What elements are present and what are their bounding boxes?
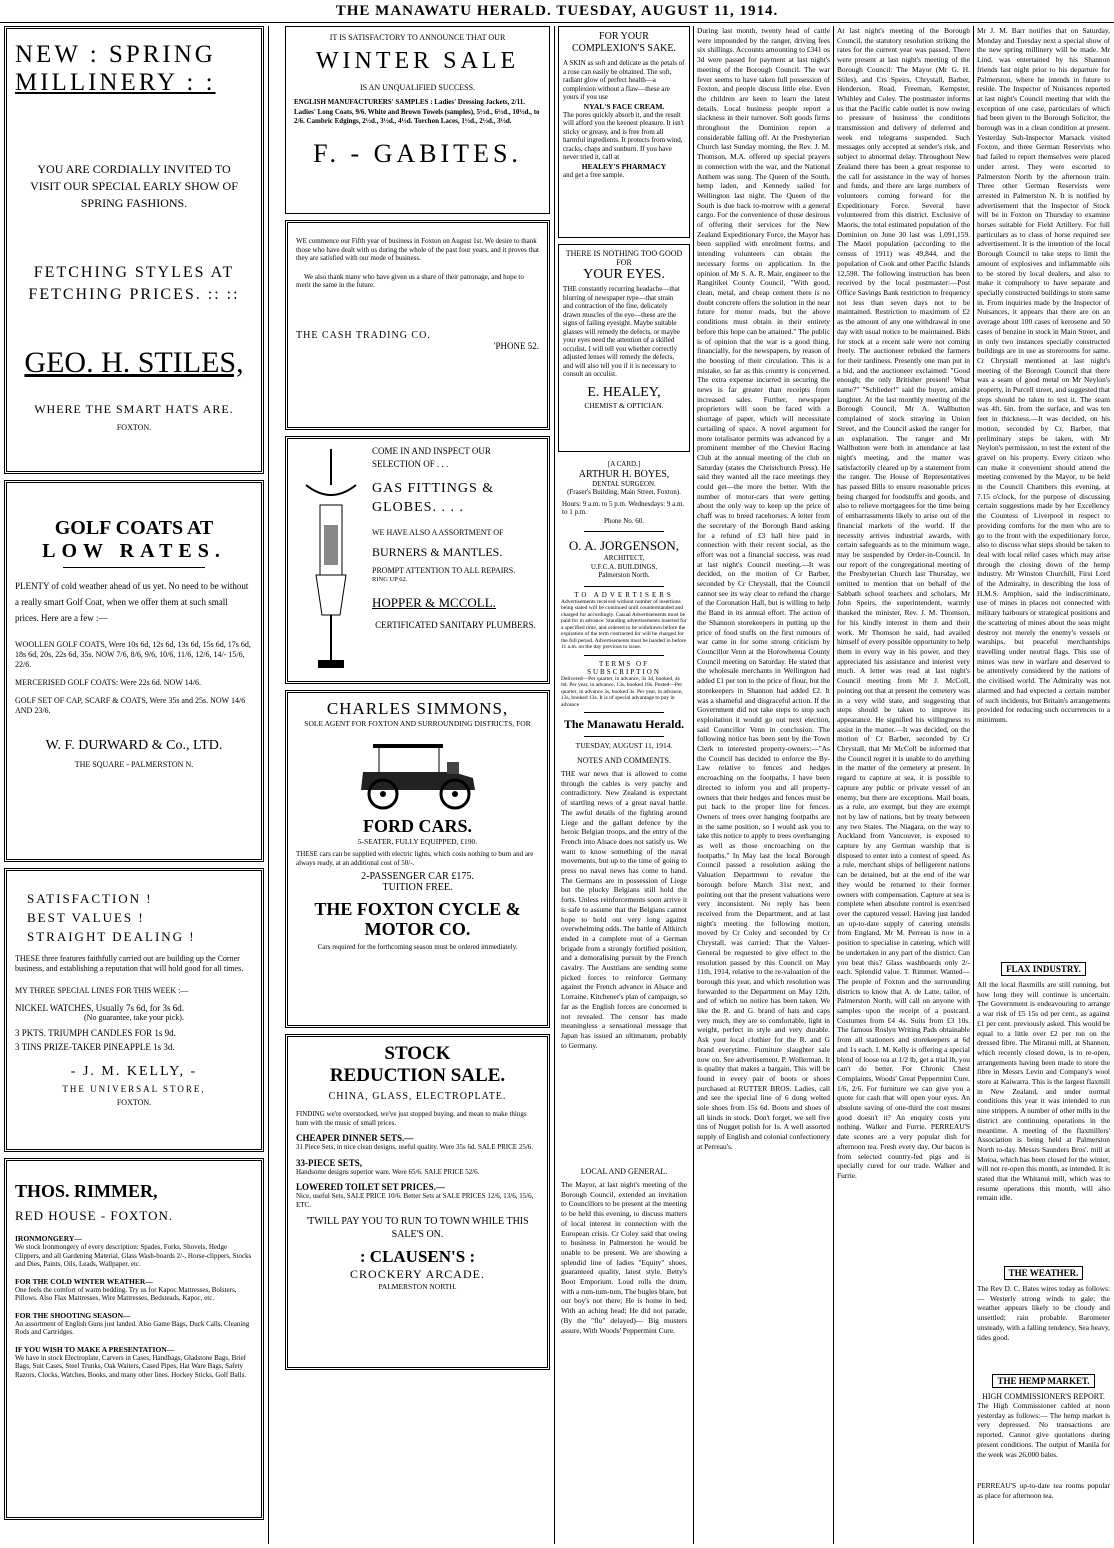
- ad-title: GOLF COATS AT: [54, 517, 214, 539]
- ad-name: W. F. DURWARD & Co., LTD.: [45, 738, 223, 753]
- divider: [584, 736, 663, 737]
- ad-text: CERTIFICATED SANITARY PLUMBERS.: [375, 620, 536, 630]
- ad-title: WINTER SALE: [315, 48, 520, 74]
- column-rule: [973, 26, 974, 1544]
- article-body: The Mayor, at last night's meeting of the Borough Council, extended an invitation to Councillors to be present at the meeting to be held this evening, to discuss matters of local interest in connection with the European crisis. Cr Coley said that owing to business in Palmerston he would be unable to be present. We are showing a splendid line of ladies "Equity" shoes, guaranteed quality, latest style. Betty's Boot Emporium. Loud rolls the drum, with a rum-tum-tum, The bugles blare, but our boy's not there; He is home in bed, With an aching head; He did not parade, (By the "flu" delayed)— Big musters assure, With Woods' Peppermint Cure.: [561, 1180, 687, 1335]
- ad-text: A SKIN as soft and delicate as the petals of a rose can easily be obtained. The soft, radiant glow of perfect health—a complexion without a flaw—these are yours if you use: [563, 59, 685, 101]
- car-illustration: [343, 732, 493, 812]
- ad-text: Nice, useful Sets, SALE PRICE 10/6. Better Sets at SALE PRICES 12/6, 13/6, 15/6, ETC.: [296, 1192, 534, 1209]
- ad-text: FINDING we're overstocked, we've just stopped buying, and mean to make things hum with the music of small prices.: [296, 1110, 527, 1127]
- ad-stiles: [4, 26, 264, 474]
- ad-healey-pharmacy: [558, 26, 690, 238]
- card-jorgenson: [558, 536, 690, 582]
- ad-text: THESE cars can be supplied with electric lights, which costs nothing to burn and are always ready, at an additional cost of 50/-.: [296, 850, 534, 867]
- card-boyes: [558, 458, 690, 527]
- ad-text: YOU ARE CORDIALLY INVITED TO VISIT OUR SPECIAL EARLY SHOW OF SPRING FASHIONS.: [30, 162, 238, 210]
- column-rule: [693, 26, 694, 1544]
- divider: [584, 655, 663, 656]
- paper-name: The Manawatu Herald.: [563, 717, 685, 731]
- ad-text: CROCKERY ARCADE.: [350, 1267, 485, 1281]
- card-text: DENTAL SURGEON.: [592, 479, 656, 488]
- card-text: U.F.C.A. BUILDINGS,: [590, 562, 658, 571]
- ad-text: SOLE AGENT FOR FOXTON AND SURROUNDING DISTRICTS, FOR: [304, 719, 531, 728]
- ad-name: : CLAUSEN'S :: [359, 1247, 476, 1266]
- ad-heading: LOWERED TOILET SET PRICES.—: [296, 1182, 445, 1192]
- ad-text: FOXTON.: [116, 1098, 152, 1107]
- article-body: THE war news that is allowed to come through the cables is very patchy and contradictory. New Zealand is expectant of startling news of a great naval battle. The awful details of the fighting around Liege and the gallant defence by the heroic Belgian troops, and the entry of the French into Alsace does not satisfy us. We want to know something of the naval movements, but up to the time of going to press no naval news has come to hand. The Germans are in possession of Liege but the plucky Belgians still hold the forts. Unless reinforcements soon arrive it is safe to assume that the Belgians cannot hope to hold out very long against overwhelming odds. The battle of Altkirch ended in a complete rout of a German brigade from a strongly fortified position, and a demoralising pursuit by the French cavalry. The Austrians are sending some picked forces to reinforce Germany against the French advance in Alsace and Lorraine. Kitchener's plan of campaign, so far as the English forces are concerned is not revealed. The censor has made meaningless a sensational message that Japan has issued an ultimatum, probably to Germany.: [561, 769, 687, 1050]
- column-rule: [833, 26, 834, 1544]
- ad-title: LOW RATES.: [42, 540, 226, 562]
- ad-name: CHARLES SIMMONS,: [326, 699, 509, 718]
- ad-text: NYAL'S FACE CREAM.: [583, 101, 665, 111]
- ad-text: FOXTON.: [116, 423, 152, 432]
- ad-name: THE FOXTON CYCLE & MOTOR CO.: [314, 899, 521, 939]
- ad-name: F. - GABITES.: [313, 138, 522, 168]
- article-body: At last night's meeting of the Borough Council, the statutory resolution striking the rates for the current year was passed. There were present at last night's meeting of the Borough Council: The Mayor (Mr G. H. Stiles), and Crs Speirs, Chrystall, Barber, Henderson, Read, Freeman, Kempster, Whibley and Coley. The postmaster informs us that the Pacific cable outlet is now owing to pressure of business the conditions transmission and delivery of deferred and week end telegrams suspended. Such messages only accepted at sender's risk, and subject to abnormal delay. Throughout New Zealand there has been a great response to the call for assistance in the way of horses and funds, and there are large numbers of volunteers coming forward for the Expeditionary Force. Several have volunteered from this district. Exclusive of Maoris, the total estimated population of the Dominion on June 30 last was 1,091,159. The Maori population (according to the census of 1911) was 49,844, and the population of Cook and other Pacific Islands 12,598. The following instruction has been received by the local postmaster:—Post Office Savings Bank restriction to frequency not less than seven days not to be maintained. Restriction to maximum of £2 as the amount of any one withdrawal in one day with usual notice to be maintained. Bids for stock at a recent sale were not coming freely. The auctioneer rebuked the farmers for their tardiness. Presently one man put in a bid, and the auctioneer exclaimed: "Good enough; the only Britisher present! What name?" "Schlieder!" said the buyer, amidst laughter. At the last monthly meeting of the Borough Council, Mr A. Wallbutton complained of stock straying in Union Street, and the Council asked the ranger for an explanation. The ranger and Mr Wallbutton were both in attendance at last night's meeting, and the matter was satisfactorily cleared up by a statement from the ranger. The House of Representatives has passed Bills to ensure reasonable prices being charged for foodstuffs and goods, and also to relieve mortgagees for the time being of embarrassments likely to arise out of the financial markets of the world. If the necessity arrives industrial awards, with certain safeguards as to the minimum wage, may be suspended by Order-in-Council. In our report of the congregational meeting of the Presbyterian Church last Thursday, we omitted to mention that on behalf of the Sabbath school teachers and scholars, Mr John Speirs, the superintendent, warmly thanked the minister, Rev. J. M. Thomson, for his kindly interest in them and their work. Mr Thomson he said, had availed himself of every possible opportunity to help them in every way in his power, and they appreciated his assistance and interest very much. A letter was read at last night's Council meeting from Mr J. McColl, pointing out that at present the cemetery was in a very wild state, and suggesting that steps should be taken to improve its appearance. He signified his willingness to assist in the matter.—It was decided, on the motion of Cr Barber, seconded by Cr Chrystall, that Mr McColl be informed that the Council regret it is unable to do anything in the matter of the cemetery at present. In regard to capture at sea, it is possible to capture any public or private vessel of an enemy, but there are exceptions. Mail boats, as a rule, are exempt, but they are exempt not by law of nations, but by treaty between any two States. The Niagara, on the way to Auckland from Vancouver, is exposed to capture by any German warship that is disposed to enter into a contest of speed. As a rule, merchant ships of belligerent nations can be detained, but at the end of the war they would be returned to their former owners with compensation. Capture at sea is complete when absolute control is exercised over the captured vessel. Having just landed an up-to-date supply of catering utensils from England, Mr M. Perreau is now in a position to specialise in catering, which will be undertaken in any part of the district. Can you beat this? Glass washboards only 2/- each. Splendid value. T. Rimmer. Wanted—The people of Foxton and the surrounding districts to know that A. de Latte, tailor, of Palmerston North, will call on anyone with samples upon the receipt of a postcard. Costumes from £4 4s. Suits from £3 10s. The famous Roslyn Writing Pads obtainable from all stationers and storekeepers at 6d and 1s each. I. M. Kelly is offering a special blend of loose tea at 1/2 lb, get a trial lb, you can't do better. For Chronic Chest Complaints, Woods' Great Peppermint Cure, 1/6, 2/6. For furniture we can give you a quote for cash that will open your eyes. An absolute saving of one-third the cost means good doesn't it? An enquiry costs you nothing. Walker and Furrie. PERREAU'S date scones are a very popular dish for afternoon tea. Fresh every day. Our bacon is from selected country-fed pigs and is specially cured for our trade. Walker and Furrie.: [837, 26, 970, 1180]
- notice-heading: TERMS OF SUBSCRIPTION: [587, 659, 661, 676]
- ad-text: PROMPT ATTENTION TO ALL REPAIRS.: [372, 566, 516, 575]
- section-heading: NOTES AND COMMENTS.: [576, 756, 671, 765]
- column-4: [697, 26, 830, 1544]
- ad-heading: IRONMONGERY—: [15, 1234, 82, 1243]
- ad-name: HOPPER & MCCOLL.: [372, 595, 496, 610]
- ad-text: 'PHONE 52.: [493, 340, 539, 351]
- section-heading: [977, 1266, 1110, 1280]
- ad-title: BURNERS & MANTLES.: [372, 545, 503, 559]
- ad-clausen: [285, 1034, 550, 1370]
- ad-text: FETCHING STYLES AT FETCHING PRICES. :: ::: [28, 264, 240, 303]
- ad-text: ENGLISH MANUFACTURERS' SAMPLES : Ladies' Dressing Jackets, 2/11. Ladies' Long Coats, 9/6. White and Brown Towels (samples), 5½d., 6½d., 10½d., to 2/6. Cambric Edgings, 2½d., 3½d., 4½d. Torchon Laces, 1½d., 2½d., 3½d.: [294, 98, 540, 125]
- ad-text: 31 Piece Sets, in nice clean designs, useful quality. Were 35s 6d. SALE PRICE 25/6.: [296, 1143, 534, 1151]
- divider: [584, 531, 663, 532]
- ad-text: THE UNIVERSAL STORE,: [62, 1084, 206, 1094]
- ad-text: and get a free sample.: [563, 170, 625, 179]
- ad-text: THE SQUARE - PALMERSTON N.: [74, 760, 194, 769]
- ad-text: WHERE THE SMART HATS ARE.: [34, 402, 234, 416]
- column-2: [285, 26, 550, 1376]
- ad-text: The pores quickly absorb it, and the result will afford you the keenest pleasure. It isn't sticky or greasy, and is free from all harmful ingredients. It protects from wind, cracks, chaps and sunburn. If you have never tried it, call at: [563, 110, 684, 161]
- article-body: The High Commissioner cabled at noon yesterday as follows:— The hemp market is very depressed. No transactions are reported. Cannot give quotations during present conditions. The output of Manila for the week was 26,000 bales.: [977, 1401, 1110, 1459]
- card-name: ARTHUR H. BOYES,: [578, 468, 670, 480]
- section-heading-label: FLAX INDUSTRY.: [1001, 962, 1086, 976]
- ad-text: MY THREE SPECIAL LINES FOR THIS WEEK :—: [15, 986, 189, 995]
- notice-text: Advertisements received without number of insertions being stated will be continued until countermanded and charged for accordingly. Casual Advertisements must be paid for in advance. Standing advertisements inserted for a specified time, and ordered to be withdrawn before the expiration of the term contracted for will be charged for the full period. Advertisements must be handed in before 11 a.m. on the day previous to issue.: [561, 598, 687, 650]
- ad-title: MILLINERY : :: [15, 69, 216, 96]
- ad-text: CHEMIST & OPTICIAN.: [584, 400, 664, 410]
- ad-rimmer: [4, 1158, 264, 1520]
- card-text: Hours: 9 a.m. to 5 p.m. Wednesdays: 9 a.m. to 1 p.m.: [562, 499, 685, 516]
- paper-date: TUESDAY, AUGUST 11, 1914.: [575, 741, 673, 750]
- ad-text: RING UP 62.: [372, 576, 408, 583]
- column-6: [977, 26, 1110, 1544]
- ad-text: THERE IS NOTHING TOO GOOD FOR: [565, 249, 683, 267]
- column-3: [558, 26, 690, 1420]
- ad-text: 'TWILL PAY YOU TO RUN TO TOWN WHILE THIS SALE'S ON.: [306, 1216, 529, 1240]
- ad-heading: FOR THE COLD WINTER WEATHER—: [15, 1276, 153, 1286]
- card-text: Phone No. 60.: [603, 516, 645, 525]
- divider: [63, 567, 206, 568]
- ad-heading: IF YOU WISH TO MAKE A PRESENTATION—: [15, 1344, 175, 1354]
- ad-durward: [4, 480, 264, 862]
- ad-kelly: [4, 868, 264, 1152]
- ad-text: THESE three features faithfully carried out are building up the Corner business, and establishing a reputation that will hold good for all times.: [15, 954, 244, 973]
- ad-title: BEST VALUES !: [27, 910, 145, 925]
- section-subheading: HIGH COMMISSIONER'S REPORT.: [982, 1392, 1105, 1401]
- ad-text: WE HAVE ALSO A ASSORTMENT OF: [372, 528, 504, 537]
- ad-text: 2-PASSENGER CAR £175.: [361, 871, 474, 882]
- ad-text: HEALEY'S PHARMACY: [581, 161, 667, 171]
- ad-text: 3 TINS PRIZE-TAKER PINEAPPLE 1s 3d.: [15, 1042, 175, 1052]
- notice-text: Delivered—Per quarter, in advance, 3s 3d, booked, 4s 6d. Per year, in advance, 13s, booked 18s. Posted—Per quarter, in advance 3s, booked 3s. Per year, in advance, 13s, booked 13s. It is of special advantage to pay in advance: [561, 675, 683, 708]
- ad-title: REDUCTION SALE.: [329, 1065, 506, 1086]
- notice-advertisers: [558, 591, 690, 651]
- ad-title: SATISFACTION !: [27, 891, 153, 906]
- ad-simmons: [285, 690, 550, 1028]
- card-name: O. A. JORGENSON,: [568, 538, 680, 553]
- ad-hopper-mccoll: [285, 436, 550, 684]
- ad-text: We have in stock Electroplate, Carvers in Cases, Handbags, Gladstone Bags, Brief Bags, Suit Cases, Steel Trunks, Oak Waiters, Cased Pipes, Hat Ware Bags, Safety Razors, Clocks, Watches, Books, and many other lines. Hockey Sticks, Golf Balls.: [15, 1353, 247, 1379]
- article-body: The Rev D. C. Bates wires today as follows:— Westerly strong winds to gale; the weather appears likely to be cloudy and unsettled; rain probable. Barometer unsteady, with a falling tendency. Sea heavy, tides good.: [977, 1284, 1110, 1342]
- ad-text: WOOLLEN GOLF COATS, Were 10s 6d, 12s 6d, 13s 6d, 15s 6d, 17s 6d, 18s 6d, 20s, 22s 6d, 35s. NOW 7/6, 8/6, 9/6, 10/6, 11/6, 12/6, 14/- 15/6, 22/6.: [15, 640, 251, 669]
- ad-text: (No guarantee, take your pick).: [84, 1013, 184, 1022]
- ad-text: RED HOUSE - FOXTON.: [15, 1208, 174, 1223]
- ad-title: NEW : SPRING: [15, 41, 216, 68]
- column-rule: [268, 26, 269, 1544]
- column-5: [837, 26, 970, 1544]
- ad-text: CHINA, GLASS, ELECTROPLATE.: [328, 1091, 507, 1102]
- ad-text: PLENTY of cold weather ahead of us yet. No need to be without a really smart Golf Coat, when we offer them at such small prices. Here are a few :—: [15, 581, 249, 623]
- ad-text: 5-SEATER, FULLY EQUIPPED, £190.: [357, 837, 478, 846]
- ad-text: IS AN UNQUALIFIED SUCCESS.: [359, 83, 476, 92]
- ad-title: YOUR EYES.: [583, 267, 665, 282]
- ad-heading: CHEAPER DINNER SETS.—: [296, 1133, 414, 1143]
- ad-title: FORD CARS.: [362, 816, 472, 836]
- ad-title: GAS FITTINGS & GLOBES. . . .: [372, 481, 495, 515]
- ad-cash-trading: [285, 220, 550, 430]
- article-body: Mr J. M. Barr notifies that on Saturday, Monday and Tuesday next a special show of the new spring millinery will be made. Mr Lind, was entertained by his Shannon friends last night prior to his departure for Palmerston, where he intends in future to reside. The Inspector of Nuisances reported at last night's Council meeting that with the exception of one case, particulars of which had been given to the Borough Solicitor, the borough was in a clean condition at present. Yesterday Sub-Inspector Marsack visited Foxton, and three German Reservists who had failed to report themselves were placed under arrest. They were escorted to Palmerston North by the afternoon train. Three other German Reservists were arrested in Palmerston N. It is notified by advertisement that the Inspector of Stock will be in Foxton on Thursday to examine horses suitable for Field Artillery. For full particulars as to class of horse required see advertisement. It is the intention of the local Borough Council to take steps to limit the amount of explosives and inflammable oils to be stored by local dealers, and also to make it compulsory to have separate and specially constructed buildings to store same in. From inquiries made by the Inspector of Nuisances, it appears that there are on an average about 100 cases of kerosene and 50 cases of benzine in stock in Main Street, and in only two instances specially constructed buildings are in use as storerooms for same. Cr Chrystall mentioned at last night's meeting of the Borough Council that there was a seam of good metal on Mr Neylon's property, in Purcell street, and suggested that steps should be taken to test it. The seam was 4ft. 6in. from the surface, and was ten feet in thickness.—It was decided, on his motion, seconded by Cr. Barber, that preliminary steps be taken, with Mr Neylon's permission, to test the extent of the gravel on his property. Every citizen who can make it convenient should attend the meeting convened by the Mayor, to be held in the Council Chambers this evening, at 7.15 o'clock, for the purpose of discussing certain suggestions made by her Excellency the Countess of Liverpool in respect to providing comforts for the men who are to go to the front with the expeditionary force, also to discuss what steps should be taken to deal with local relief cases which may arise through the closing down of the hemp industry. Mr Winston Churchill, First Lord of the Admiralty, in describing the loss of H.M.S. Amphion, said the indiscriminate, use of mines in places not connected with military harbours or strategical positions and the scattering of mines about the seas might destroy not merely the enemy's vessels or warships, but peaceful merchantships travelling under neutral flags. This use of mines was new in warfare and deserved to be attentively considered by the nations of the civilised world. The Admiralty was not alarmed and had expected a certain number of such incidents, but Britain's arrangements provided for reducing such occurrences to a minimum.: [977, 26, 1110, 724]
- column-1: [4, 26, 264, 1526]
- ad-text: PALMERSTON NORTH.: [378, 1282, 457, 1291]
- card-text: (Fraser's Building, Main Street, Foxton).: [567, 488, 681, 496]
- ad-title: STRAIGHT DEALING !: [27, 929, 196, 944]
- card-text: [A CARD.]: [607, 460, 641, 468]
- ad-name: THE CASH TRADING CO.: [296, 329, 431, 341]
- ad-text: We also thank many who have given us a share of their patronage, and hope to merit the same in the future.: [296, 272, 524, 289]
- ad-name: THOS. RIMMER,: [15, 1181, 158, 1201]
- ad-text: NICKEL WATCHES, Usually 7s 6d, for 3s 6d.: [15, 1003, 184, 1013]
- ad-text: MERCERISED GOLF COATS: Were 22s 6d. NOW 14/6.: [15, 678, 201, 687]
- ad-text: One feels the comfort of warm bedding. Try us for Kapoc Mattresses, Bolsters, Pillows. Also Flax Mattresses, Wire Mattresses, Bedsteads, Kapoc, etc.: [15, 1285, 237, 1302]
- section-heading: [977, 962, 1110, 976]
- ad-name: E. HEALEY,: [587, 384, 661, 400]
- ad-text: An assortment of English Guns just landed. Also Game Bags, Duck Calls, Cleaning Rods and Cartridges.: [15, 1319, 250, 1336]
- ad-text: IT IS SATISFACTORY TO ANNOUNCE THAT OUR: [329, 33, 506, 42]
- masthead: THE MANAWATU HERALD. TUESDAY, AUGUST 11, 1914.: [0, 0, 1114, 23]
- ad-text: Handsome designs superior ware. Were 65/6. SALE PRICE 52/6.: [296, 1167, 480, 1176]
- ad-name: - J. M. KELLY, -: [70, 1064, 198, 1079]
- column-rule: [554, 26, 555, 1544]
- article-body: All the local flaxmills are still running, but how long they will continue is uncertain. The Government is endeavouring to arrange a war risk of £5 15s od per cent., as against £1 per cent. previously asked. This would be equal to a little over £2 per ton on the dressed fibre. The Miranui mill, at Shannon, which recently closed down, is to re-open, arrangements having been made to store the fibre in Messrs Levin and Company's wool store at Kaiwarra. This is the largest flaxmill in New Zealand, and under normal conditions this year it was intended to run nine strippers. A number of other mills in the district are continuing operations in the meantime. A meeting of the flaxmillers' Association is being held at Palmerston North to-day. Messrs Saunders Bros'. mill at Motoa, which has been closed for the winter, will not re-open this month, as intended. It is stated that the Whitanui mill, which was to resume operations this month, will also remain idle.: [977, 980, 1110, 1203]
- lamp-illustration: [296, 445, 366, 675]
- section-heading: [977, 1374, 1110, 1388]
- section-heading: LOCAL AND GENERAL.: [580, 1167, 668, 1176]
- ad-heading: FOR THE SHOOTING SEASON—: [15, 1310, 131, 1320]
- ad-title: FOR YOUR COMPLEXION'S SAKE.: [571, 31, 677, 54]
- ad-heading: 33-PIECE SETS,: [296, 1157, 363, 1168]
- ad-text: COME IN AND INSPECT OUR SELECTION OF . . .: [372, 446, 491, 469]
- ad-text: Cars required for the forthcoming season must be ordered immediately.: [317, 943, 518, 951]
- section-heading-label: THE HEMP MARKET.: [992, 1374, 1094, 1388]
- ad-text: THE constantly recurring headache—that blurring of newspaper type—that strain and contraction of the fine, delicately drawn muscles of the eye—these are the signs of failing eyesight. Maybe suitable glasses will remedy the defects, or maybe your eyes need the attention of a skilled occulist. I will tell you whether correctly adjusted lenses will remedy the defects, and will also tell you if it is necessary to consult an occulist.: [563, 285, 680, 378]
- ad-text: TUITION FREE.: [382, 882, 453, 893]
- ad-text: WE commence our Fifth year of business in Foxton on August 1st. We desire to thank those who have dealt with us during the whole of the past four years, and it proves that they are satisfied with our mode of business.: [296, 237, 539, 262]
- section-heading-label: THE WEATHER.: [1004, 1266, 1084, 1280]
- card-text: ARCHITECT,: [603, 554, 645, 562]
- ad-gabites: [285, 26, 550, 214]
- divider: [584, 712, 663, 713]
- ad-title: STOCK: [384, 1043, 451, 1064]
- article-body: PERREAU'S up-to-date tea rooms popular as place for afternoon tea.: [977, 1481, 1110, 1500]
- card-text: Palmerston North.: [598, 571, 650, 579]
- divider: [584, 586, 663, 587]
- ad-text: We stock Ironmongery of every description: Spades, Forks, Shovels, Hedge Clippers, and all Gardening Material, Glass Wash-boards 2/-, Horse-clippers, Stocks and Dies, Paints, Oils, Leads, Wallpaper, etc.: [15, 1243, 252, 1268]
- article-body: During last month, twenty head of cattle were impounded by the ranger, driving fees six shillings. Accounts amounting to £341 os 3d were passed for payment at last night's meeting of the Borough Council. The war fever seems to have taken full possession of Foxton, and people discuss little else. Even the children are keen to learn the latest details. Local business people report a slackness in their turnover. Soft goods firms throughout the Dominion report a considerable falling off. At the Presbyterian Church last Sunday morning, the Rev. J. M. Thomson, M.A. offered up special prayers in connection with the war, and the National Anthem was sung. The Queen of the South, hemp laden, and Kennedy sailed for Wellington last night. The Queen of the South is due back to-morrow with a general cargo. For the convenience of those desirous of offering their services for the New Zealand Expeditionary Force, the Mayor has been supplied with enrolment forms, and intending volunteers can obtain the necessary forms on application. In the opinion of Mr S. A. R. Mair, engineer to the Rangitikei County Council, "With good, clean, metal, and cheap cement there is no doubt concrete offers the solution in the near future for motor roads, but the above conditions must obtain in their entirety before this hope can be attained." The public is of opinion that the war is a good thing, financially, for the newspapers, by reason of the boosting of their circulation. This is a mistake, so far as this country is concerned. The extra expense incurred in securing the news is far greater than receipts from increased sales. Further, newspaper proprietors will soon be faced with a shortage of paper, which will necessitate curtailing of space. A novel argument for more totalisator permits was advanced by a prominent member of the Cheviot Racing Club at the annual meeting of the club on Saturday (states the Christchurch Press). He said they wanted all the race meetings they could get—the more the better. With the number of motor-cars that were getting about the only way to keep up the price of chaff was to breed racehorses. A letter from the secretary of the Borough Band asking for a refund of £3 hall hire paid in connection with their recent social, as the effort was not a financial success, was read at last night's Council meeting.—It was decided, on the motion of Cr Barber, seconded by Cr Chrystall, that the Council cannot see its way clear to refund the charge of the Coronation Hall, but is willing to help the Band in its annual effort. The action of the Shannon storekeepers in putting up the price of food stuffs on the first rumours of war came in for some strong criticism by Councillor Venn at the Horowhenua County Council meeting on Saturday. He stated that the wholesale merchants in Wellington had added £1 per ton to the price of flour, but the storekeepers in Shannon had added £2. It was a shameful and disgraceful action. If the Government did not take steps to stop such exploitation it would go out next election, said Councillor Venn in conclusion. The following notice has been sent by the Town Clerk to interested property-owners:—"As the Council has decided to enforce the By-Law relative to fences and hedges encroaching on the footpaths, I have been directed to inform you and all property-owners that their hedges and fences must be put back to the proper line for fences. Owners of trees over hanging footpaths are in the same position, so I would ask you to take this notice to apply to trees overhanging as well as those encroaching on the footpaths." In May last the local Borough Council passed a resolution asking the Valuation Department to revalue the borough before March 31st next, and pointing out that the present valuations were very inconsistent. No reply has been received from the Department, and at last night's meeting the following motion, moved by Cr Coley and seconded by Cr Chrystall, was carried: That the Valuer-General be requested to give effect to the resolution passed by this Council on May 11th, 1914, relative to the re-valuation of the borough this year, and which resolution was forwarded to the Department on May 12th, and of which no notice has been taken. We like the R. and G. brand of hats and caps very much, they are so comfortable, light in weight, perfect in style and very durable. Ask your local clothier for the R. and G brand everytime. Furniture slaughter sale now on. See advertisement. P. Wollerman. It is quality that makes a bargain. This will be found in every pair of boots or shoes purchased at RUTTER BROS. Ladies, call and see the special line of 6 dong welted sole shoes from 15s 6d. Boots and shoes of all kinds in stock. Don't forget, we sell five tins of Nugget polish for 1s. A well assorted supply of English and colonial confectionery at Perreau's.: [697, 26, 830, 1151]
- ad-healey-eyes: [558, 244, 690, 452]
- notice-heading: TO ADVERTISERS: [574, 590, 674, 599]
- ad-text: GOLF SET OF CAP, SCARF & COATS, Were 35s and 25s. NOW 14/6 AND 23/6.: [15, 696, 246, 715]
- ad-name: GEO. H. STILES,: [24, 346, 244, 379]
- ad-text: 3 PKTS. TRIUMPH CANDLES FOR 1s 9d.: [15, 1028, 176, 1038]
- notice-subscription: [558, 660, 690, 709]
